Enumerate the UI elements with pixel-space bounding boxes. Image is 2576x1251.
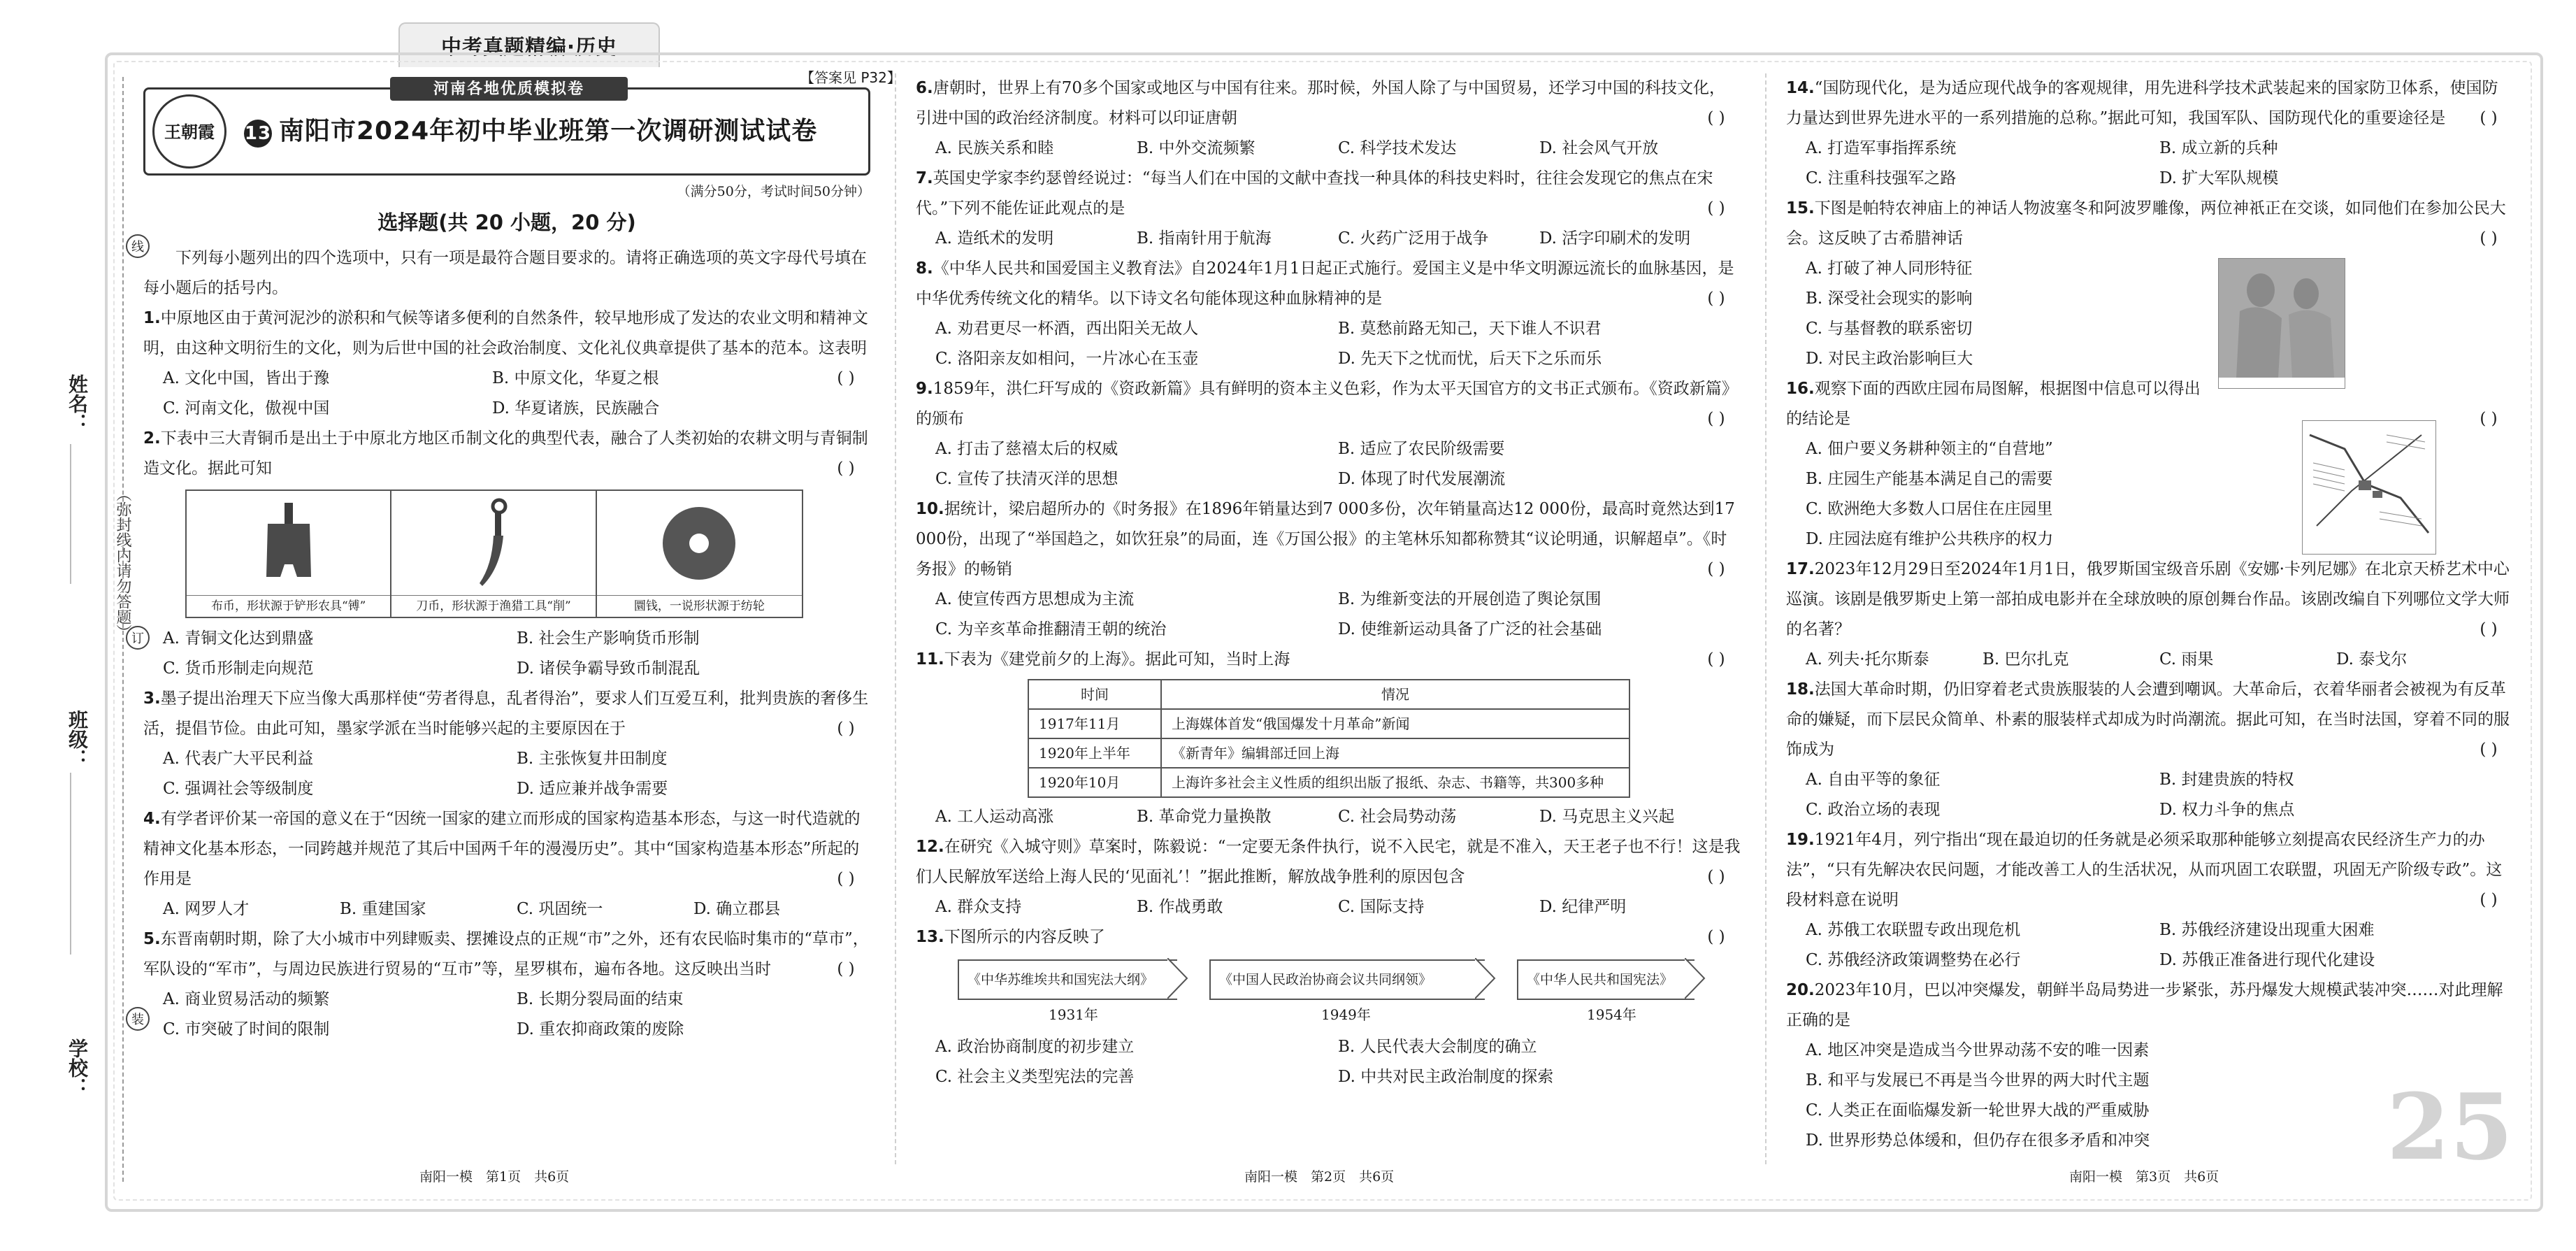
option-a: A. 苏俄工农联盟专政出现危机	[1806, 921, 2021, 939]
option-b: B. 成立新的兵种	[2159, 139, 2278, 157]
column-divider-2	[1765, 73, 1766, 1164]
shanghai-table	[1028, 679, 1630, 798]
question-number: 7.	[916, 169, 933, 187]
page-footer-1: 南阳一模 第1页 共6页	[419, 1169, 570, 1185]
question-6	[916, 73, 1741, 164]
book-header-tab: 中考真题精编·历史	[398, 22, 660, 67]
timeline-arrow	[958, 959, 1177, 1000]
option-d: D. 活字印刷术的发明	[1539, 229, 1691, 248]
option-b: B. 人民代表大会制度的确立	[1338, 1038, 1537, 1056]
question-stem: 法国大革命时期，仍旧穿着老式贵族服装的人会遭到嘲讽。大革命后，衣着华丽者会被视为有反革命的嫌疑，而下层民众简单、朴素的服装样式却成为时尚潮流。据此可知，在当时法国，穿着不同的服饰成为	[1786, 680, 2510, 759]
question-stem: “国防现代化，是为适应现代战争的客观规律，用先进科学技术武装起来的国家防卫体系，使国防力量达到世界先进水平的一系列措施的总称。”据此可知，我国军队、国防现代化的重要途径是	[1786, 79, 2498, 127]
binding-sidebar	[14, 66, 144, 1185]
option-a: A. 商业贸易活动的频繁	[163, 990, 330, 1008]
question-number: 15.	[1786, 199, 1815, 217]
question-number: 2.	[143, 429, 161, 448]
page-footer-3: 南阳一模 第3页 共6页	[2069, 1169, 2219, 1185]
page-column-3	[1786, 73, 2513, 1156]
option-b: B. 社会生产影响货币形制	[517, 629, 700, 648]
class-line	[70, 773, 71, 955]
page-footer-2: 南阳一模 第2页 共6页	[1244, 1169, 1395, 1185]
question-stem: 2023年12月29日至2024年1月1日，俄罗斯国宝级音乐剧《安娜·卡列尼娜》在北京天桥艺术中心巡演。该剧是俄罗斯史上第一部拍成电影并在全球放映的原创舞台作品。该剧改编自下列哪位文学大师的名著？	[1786, 560, 2510, 638]
question-number: 4.	[143, 810, 161, 828]
timeline-document: 《中国人民政治协商会议共同纲领》	[1219, 971, 1432, 987]
option-a: A. 群众支持	[935, 898, 1022, 916]
option-c: C. 政治立场的表现	[1806, 801, 1941, 819]
question-stem: 1921年4月，列宁指出“现在最迫切的任务就是必须采取那种能够立刻提高农民经济生产力的办法”，“只有先解决农民问题，才能改善工人的生活状况，从而巩固工农联盟，巩固无产阶级专政”。这段材料意在说明	[1786, 831, 2503, 909]
option-c: C. 社会主义类型宪法的完善	[935, 1068, 1135, 1086]
question-number: 10.	[916, 500, 944, 518]
question-stem: 东晋南朝时期，除了大小城市中列肆贩卖、摆摊设点的正规“市”之外，还有农民临时集市的“草市”，军队设的“军市”，与周边民族进行贸易的“互市”等，星罗棋布，遍布各地。这反映出当时	[143, 930, 869, 978]
option-b: B. 长期分裂局面的结束	[517, 990, 684, 1008]
option-a: A. 自由平等的象征	[1806, 771, 1941, 789]
constitution-timeline	[958, 959, 1741, 1029]
question-2	[143, 424, 870, 684]
question-1	[143, 303, 870, 424]
option-a: A. 造纸术的发明	[935, 229, 1054, 248]
manor-map-icon	[2303, 421, 2435, 543]
question-7	[916, 164, 1741, 254]
question-number: 9.	[916, 380, 933, 398]
table-row	[1028, 738, 1629, 768]
option-a: A. 打破了神人同形特征	[1806, 259, 1973, 278]
answer-paren: ( )	[1707, 199, 1725, 217]
question-number: 12.	[916, 838, 944, 856]
knife-coin-icon	[473, 498, 515, 589]
table-row	[1028, 709, 1629, 738]
answer-paren: ( )	[1707, 109, 1725, 127]
option-d: D. 泰戈尔	[2336, 650, 2408, 669]
table-header-row	[1028, 680, 1629, 709]
round-coin-icon	[657, 501, 741, 585]
option-c: C. 欧洲绝大多数人口居住在庄园里	[1806, 500, 2053, 518]
option-c: C. 河南文化，傲视中国	[163, 399, 330, 417]
option-d: D. 体现了时代发展潮流	[1338, 470, 1506, 488]
option-d: D. 权力斗争的焦点	[2159, 801, 2295, 819]
coin-caption: 圜钱，一说形状源于纺轮	[597, 595, 802, 617]
answer-paren: ( )	[2480, 410, 2498, 428]
option-c: C. 科学技术发达	[1338, 139, 1457, 157]
option-b: B. 莫愁前路无知己，天下谁人不识君	[1338, 320, 1602, 338]
option-a: A. 文化中国，皆出于豫	[163, 369, 330, 387]
class-label: 班级：	[66, 710, 89, 769]
option-d: D. 扩大军队规模	[2159, 169, 2279, 187]
option-b: B. 庄园生产能基本满足自己的需要	[1806, 470, 2053, 488]
timeline-arrow	[1517, 959, 1694, 1000]
option-b: B. 主张恢复井田制度	[517, 750, 668, 768]
question-stem: 1859年，洪仁玕写成的《资政新篇》具有鲜明的资本主义色彩，作为太平天国官方的文书正式颁布。《资政新篇》的颁布	[916, 380, 1738, 428]
question-stem: 《中华人民共和国爱国主义教育法》自2024年1月1日起正式施行。爱国主义是中华文明源远流长的血脉基因，是中华优秀传统文化的精华。以下诗文名句能体现这种血脉精神的是	[916, 259, 1734, 308]
question-8	[916, 254, 1741, 374]
arrow-head-icon	[1167, 958, 1188, 999]
spade-coin-icon	[261, 501, 317, 585]
option-d: D. 对民主政治影响巨大	[1806, 350, 1973, 368]
answer-paren: ( )	[2480, 891, 2498, 909]
timeline-year: 1954年	[1587, 1006, 1636, 1023]
series-band: 河南各地优质模拟卷	[390, 77, 628, 101]
timeline-year: 1949年	[1321, 1006, 1371, 1023]
question-stem: 下表为《建党前夕的上海》。据此可知，当时上海	[944, 650, 1290, 669]
answer-paren: ( )	[2480, 741, 2498, 759]
option-c: C. 宣传了扶清灭洋的思想	[935, 470, 1118, 488]
option-d: D. 诸侯争霸导致币制混乱	[517, 659, 700, 678]
seal-mark-bind: 订	[126, 626, 150, 650]
option-b: B. 封建贵族的特权	[2159, 771, 2294, 789]
answer-paren: ( )	[1707, 410, 1725, 428]
option-b: B. 重建国家	[340, 900, 426, 918]
exam-number: 13	[244, 120, 272, 148]
question-number: 16.	[1786, 380, 1815, 398]
option-d: D. 世界形势总体缓和，但仍存在很多矛盾和冲突	[1806, 1131, 2150, 1150]
answer-paren: ( )	[1707, 868, 1725, 886]
answer-paren: ( )	[2480, 109, 2498, 127]
option-b: B. 适应了农民阶级需要	[1338, 440, 1505, 458]
seal-mark-pack: 装	[126, 1007, 150, 1031]
answer-paren: ( )	[1707, 650, 1725, 669]
question-number: 8.	[916, 259, 933, 278]
table-cell: 上海许多社会主义性质的组织出版了报纸、杂志、书籍等，共300多种	[1161, 768, 1629, 797]
option-a: A. 打击了慈禧太后的权威	[935, 440, 1118, 458]
option-c: C. 社会局势动荡	[1338, 808, 1457, 826]
question-stem: 有学者评价某一帝国的意义在于“因统一国家的建立而形成的国家构造基本形态，与这一时代造就的精神文化基本形态，一同跨越并规范了其后中国两千年的漫漫历史”。其中“国家构造基本形态”所起的作用是	[143, 810, 861, 888]
question-number: 14.	[1786, 79, 1815, 97]
option-c: C. 人类正在面临爆发新一轮世界大战的严重威胁	[1806, 1101, 2150, 1120]
option-d: D. 先天下之忧而忧，后天下之乐而乐	[1338, 350, 1602, 368]
manor-layout-map	[2302, 420, 2436, 555]
table-cell: 上海媒体首发“俄国爆发十月革命”新闻	[1161, 709, 1629, 738]
page-column-1	[143, 73, 870, 1045]
question-stem: 墨子提出治理天下应当像大禹那样使“劳者得息，乱者得治”，要求人们互爱互利，批判贵族的奢侈生活，提倡节俭。由此可知，墨家学派在当时能够兴起的主要原因在于	[143, 689, 869, 738]
spade-coin-cell	[187, 491, 391, 617]
question-stem: 下表中三大青铜币是出土于中原北方地区币制文化的典型代表，融合了人类初始的农耕文明与青铜制造文化。据此可知	[143, 429, 868, 478]
option-b: B. 为维新变法的开展创造了舆论氛围	[1338, 590, 1602, 608]
question-stem: 下图是帕特农神庙上的神话人物波塞冬和阿波罗雕像，两位神祇正在交谈，如同他们在参加公民大会。这反映了古希腊神话	[1786, 199, 2506, 248]
page-column-2	[916, 73, 1741, 1092]
coin-caption: 布币，形状源于铲形农具“镈”	[187, 595, 390, 617]
option-a: A. 列夫·托尔斯泰	[1806, 650, 1929, 669]
knife-coin-cell	[391, 491, 596, 617]
option-d: D. 重农抑商政策的废除	[517, 1020, 684, 1038]
option-d: D. 中共对民主政治制度的探索	[1338, 1068, 1554, 1086]
option-a: A. 打造军事指挥系统	[1806, 139, 1957, 157]
seal-mark-line: 线	[126, 234, 150, 258]
question-stem: 2023年10月，巴以冲突爆发，朝鲜半岛局势进一步紧张，苏丹爆发大规模武装冲突……对此理解正确的是	[1786, 981, 2503, 1029]
option-d: D. 纪律严明	[1539, 898, 1627, 916]
timeline-arrow	[1209, 959, 1485, 1000]
timeline-year: 1931年	[1049, 1006, 1098, 1023]
question-19	[1786, 825, 2513, 975]
question-3	[143, 684, 870, 804]
option-b: B. 革命党力量换散	[1137, 808, 1272, 826]
table-row	[1028, 768, 1629, 797]
answer-paren: ( )	[837, 369, 855, 387]
round-coin-cell	[597, 491, 802, 617]
option-b: B. 巴尔扎克	[1983, 650, 2069, 669]
option-d: D. 马克思主义兴起	[1539, 808, 1675, 826]
question-12	[916, 832, 1741, 922]
column-divider-1	[895, 73, 896, 1164]
question-stem: 唐朝时，世界上有70多个国家或地区与中国有往来。那时候，外国人除了与中国贸易，还学习中国的科技文化，引进中国的政治经济制度。材料可以印证唐朝	[916, 79, 1726, 127]
question-16	[1786, 374, 2513, 555]
option-a: A. 工人运动高涨	[935, 808, 1054, 826]
option-a: A. 代表广大平民利益	[163, 750, 314, 768]
option-a: A. 地区冲突是造成当今世界动荡不安的唯一因素	[1806, 1041, 2150, 1059]
bronze-coin-table	[185, 489, 803, 618]
section-title: 选择题(共 20 小题，20 分)	[377, 210, 636, 234]
option-d: D. 社会风气开放	[1539, 139, 1659, 157]
seal-dotted-line	[122, 77, 124, 1182]
option-c: C. 洛阳亲友如相问，一片冰心在玉壶	[935, 350, 1199, 368]
option-b: B. 和平与发展已不再是当今世界的两大时代主题	[1806, 1071, 2150, 1089]
exam-meta: （满分50分，考试时间50分钟）	[677, 184, 870, 199]
publisher-logo	[152, 94, 226, 169]
coin-caption: 刀币，形状源于渔猎工具“削”	[391, 595, 595, 617]
table-cell: 1917年11月	[1028, 709, 1161, 738]
question-11	[916, 645, 1741, 832]
exam-header	[143, 80, 870, 176]
option-b: B. 作战勇敢	[1137, 898, 1223, 916]
option-b: B. 中原文化，华夏之根	[492, 369, 659, 387]
exam-title	[244, 116, 817, 148]
option-a: A. 使宣传西方思想成为主流	[935, 590, 1135, 608]
relief-sculpture-icon	[2219, 259, 2345, 378]
question-15	[1786, 194, 2513, 374]
answer-paren: ( )	[2480, 620, 2498, 638]
answer-paren: ( )	[837, 960, 855, 978]
answer-paren: ( )	[2480, 229, 2498, 248]
question-stem: 观察下面的西欧庄园布局图解，根据图中信息可以得出的结论是	[1786, 380, 2201, 428]
timeline-document: 《中华苏维埃共和国宪法大纲》	[967, 971, 1154, 987]
question-13	[916, 922, 1741, 1092]
option-c: C. 苏俄经济政策调整势在必行	[1806, 951, 2021, 969]
question-14	[1786, 73, 2513, 194]
name-label: 姓名：	[66, 374, 89, 433]
table-header: 时间	[1028, 680, 1161, 709]
option-c: C. 国际支持	[1338, 898, 1425, 916]
option-d: D. 庄园法庭有维护公共秩序的权力	[1806, 530, 2054, 548]
question-stem: 中原地区由于黄河泥沙的淤积和气候等诸多便利的自然条件，较早地形成了发达的农业文明和精神文明，由这种文明衍生的文化，则为后世中国的社会政治制度、文化礼仪典章提供了基本的范本。这表明	[143, 309, 868, 357]
question-number: 11.	[916, 650, 944, 669]
table-cell: 1920年10月	[1028, 768, 1161, 797]
question-17	[1786, 555, 2513, 675]
question-number: 13.	[916, 928, 944, 946]
question-stem: 据统计，梁启超所办的《时务报》在1896年销量达到7 000多份，次年销量高达12 000份，最高时竟然达到17 000份，出现了“举国趋之，如饮狂泉”的局面，连《万国公报》的主笔林乐知都称赞其“议论明通，识解超卓”。《时务报》的畅销	[916, 500, 1735, 578]
answer-paren: ( )	[1707, 928, 1725, 946]
option-b: B. 深受社会现实的影响	[1806, 289, 1973, 308]
logo-text: 王朝霞	[164, 121, 215, 142]
question-stem: 下图所示的内容反映了	[944, 928, 1105, 946]
question-4	[143, 804, 870, 924]
question-5	[143, 924, 870, 1045]
question-number: 1.	[143, 309, 161, 327]
question-10	[916, 494, 1741, 645]
table-header: 情况	[1161, 680, 1629, 709]
question-number: 5.	[143, 930, 161, 948]
option-a: A. 佃户要义务耕种领主的“自营地”	[1806, 440, 2053, 458]
question-number: 20.	[1786, 981, 1815, 999]
timeline-document: 《中华人民共和国宪法》	[1527, 971, 1674, 987]
answer-paren: ( )	[837, 870, 855, 888]
option-a: A. 政治协商制度的初步建立	[935, 1038, 1135, 1056]
option-b: B. 苏俄经济建设出现重大困难	[2159, 921, 2375, 939]
answer-paren: ( )	[1707, 289, 1725, 308]
question-number: 17.	[1786, 560, 1815, 578]
option-d: D. 使维新运动具备了广泛的社会基础	[1338, 620, 1602, 638]
option-c: C. 与基督教的联系密切	[1806, 320, 1973, 338]
answer-paren: ( )	[837, 720, 855, 738]
question-stem: 英国史学家李约瑟曾经说过：“每当人们在中国的文献中查找一种具体的科技史料时，往往会发现它的焦点在宋代。”下列不能佐证此观点的是	[916, 169, 1713, 217]
table-cell: 《新青年》编辑部迁回上海	[1161, 738, 1629, 768]
arrow-head-icon	[1475, 958, 1496, 999]
answer-reference: 【答案见 P32】	[800, 69, 901, 86]
exam-title-text: 南阳市2024年初中毕业班第一次调研测试试卷	[279, 116, 818, 145]
option-c: C. 雨果	[2159, 650, 2214, 669]
question-number: 19.	[1786, 831, 1815, 849]
option-c: C. 火药广泛用于战争	[1338, 229, 1489, 248]
question-18	[1786, 675, 2513, 825]
school-label: 学校：	[66, 1038, 89, 1097]
parthenon-relief-image	[2218, 258, 2345, 389]
option-d: D. 苏俄正准备进行现代化建设	[2159, 951, 2375, 969]
option-d: D. 确立郡县	[693, 900, 781, 918]
seal-line-note: （弥封线内请勿答题）	[114, 486, 131, 640]
question-number: 18.	[1786, 680, 1815, 699]
question-stem: 在研究《入城守则》草案时，陈毅说：“一定要无条件执行，说不入民宅，就是不准入，天王老子也不行！这是我们人民解放军送给上海人民的‘见面礼’！”据此推断，解放战争胜利的原因包含	[916, 838, 1741, 886]
option-c: C. 注重科技强军之路	[1806, 169, 1957, 187]
answer-paren: ( )	[1707, 560, 1725, 578]
question-9	[916, 374, 1741, 494]
instructions: 下列每小题列出的四个选项中，只有一项是最符合题目要求的。请将正确选项的英文字母代号填在每小题后的括号内。	[143, 249, 867, 297]
option-a: A. 网罗人才	[163, 900, 250, 918]
option-c: C. 为辛亥革命推翻清王朝的统治	[935, 620, 1167, 638]
answer-paren: ( )	[837, 459, 855, 478]
question-number: 3.	[143, 689, 161, 708]
option-c: C. 巩固统一	[517, 900, 603, 918]
name-line	[70, 444, 71, 584]
option-c: C. 市突破了时间的限制	[163, 1020, 330, 1038]
table-cell: 1920年上半年	[1028, 738, 1161, 768]
option-d: D. 华夏诸族，民族融合	[492, 399, 660, 417]
question-number: 6.	[916, 79, 933, 97]
option-d: D. 适应兼并战争需要	[517, 780, 668, 798]
option-b: B. 中外交流频繁	[1137, 139, 1255, 157]
option-c: C. 货币形制走向规范	[163, 659, 314, 678]
option-a: A. 青铜文化达到鼎盛	[163, 629, 314, 648]
option-c: C. 强调社会等级制度	[163, 780, 314, 798]
option-b: B. 指南针用于航海	[1137, 229, 1272, 248]
option-a: A. 民族关系和睦	[935, 139, 1054, 157]
book-page-number: 25	[2387, 1073, 2513, 1180]
option-a: A. 劝君更尽一杯酒，西出阳关无故人	[935, 320, 1199, 338]
arrow-head-icon	[1685, 958, 1706, 999]
